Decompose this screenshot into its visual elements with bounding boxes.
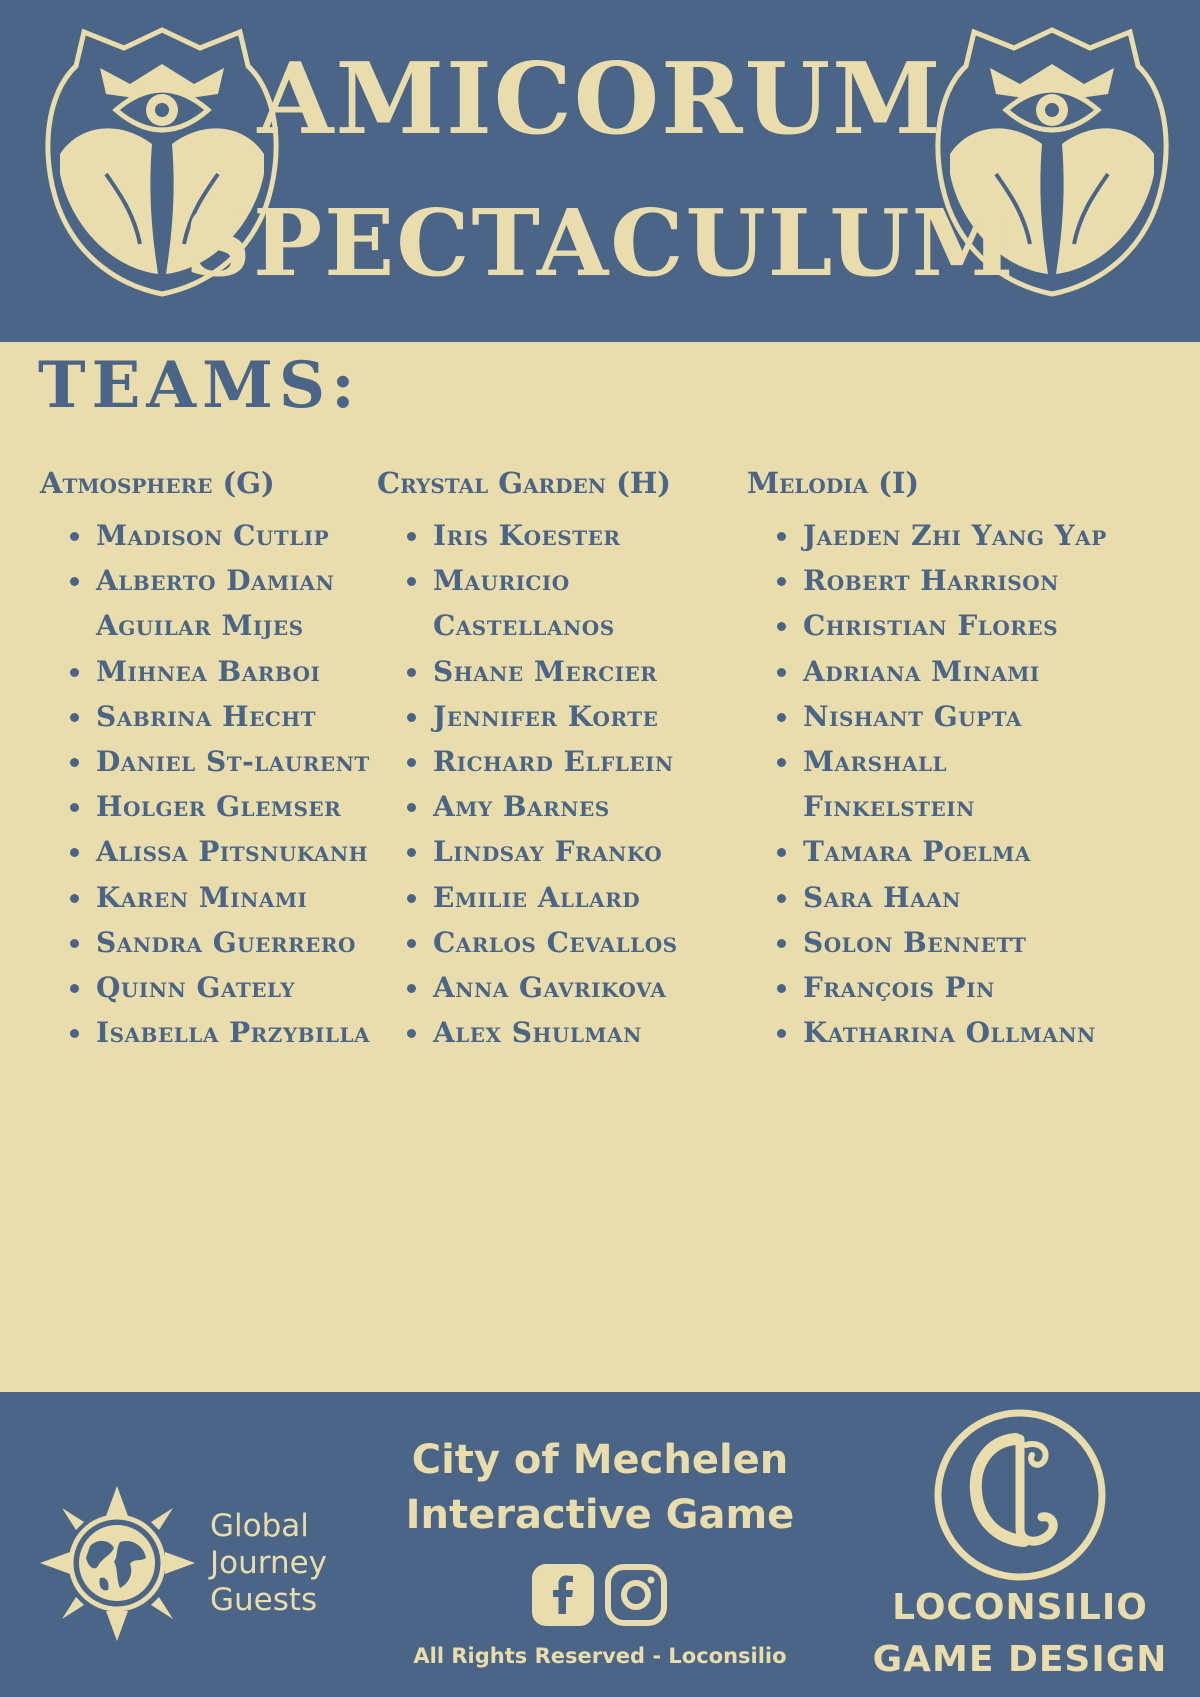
member-item: Sabrina Hecht bbox=[40, 694, 386, 739]
member-item: Anna Gavrikova bbox=[377, 965, 703, 1010]
team-column-crystal-garden bbox=[377, 463, 717, 1055]
member-item: Alex Shulman bbox=[377, 1010, 703, 1055]
bullet-icon bbox=[777, 984, 786, 993]
member-item: Jaeden Zhi Yang Yap bbox=[747, 513, 1123, 558]
member-item: Sara Haan bbox=[747, 875, 1123, 920]
rights-text: All Rights Reserved - Loconsilio bbox=[413, 1644, 787, 1668]
member-item: Marshall Finkelstein bbox=[747, 739, 1123, 829]
member-item: Richard Elflein bbox=[377, 739, 703, 784]
bullet-icon bbox=[407, 803, 416, 812]
footer-banner bbox=[0, 1392, 1200, 1697]
member-item: Nishant Gupta bbox=[747, 694, 1123, 739]
member-item: Tamara Poelma bbox=[747, 829, 1123, 874]
bullet-icon bbox=[70, 668, 79, 677]
bullet-icon bbox=[70, 894, 79, 903]
bullet-icon bbox=[777, 1029, 786, 1038]
bullet-icon bbox=[407, 848, 416, 857]
member-list bbox=[40, 513, 390, 1055]
bullet-icon bbox=[407, 532, 416, 541]
member-item: Karen Minami bbox=[40, 875, 386, 920]
title-line-2: SPECTACULUM bbox=[184, 189, 1016, 297]
bullet-icon bbox=[407, 894, 416, 903]
bullet-icon bbox=[70, 758, 79, 767]
team-name: Melodia (I) bbox=[747, 466, 920, 500]
team-name: Atmosphere (G) bbox=[40, 466, 275, 500]
bullet-icon bbox=[70, 848, 79, 857]
member-item: Holger Glemser bbox=[40, 784, 386, 829]
bullet-icon bbox=[70, 713, 79, 722]
globe-line: Guests bbox=[210, 1582, 318, 1618]
member-item: Amy Barnes bbox=[377, 784, 703, 829]
bullet-icon bbox=[70, 532, 79, 541]
bullet-icon bbox=[407, 577, 416, 586]
member-item: François Pin bbox=[747, 965, 1123, 1010]
member-item: Carlos Cevallos bbox=[377, 920, 703, 965]
member-list bbox=[377, 513, 717, 1055]
member-item: Christian Flores bbox=[747, 603, 1123, 648]
bullet-icon bbox=[777, 758, 786, 767]
member-item: Madison Cutlip bbox=[40, 513, 386, 558]
header-banner bbox=[0, 0, 1200, 342]
member-item: Daniel St-laurent bbox=[40, 739, 386, 784]
globe-line: Journey bbox=[210, 1545, 328, 1581]
member-item: Solon Bennett bbox=[747, 920, 1123, 965]
bullet-icon bbox=[70, 577, 79, 586]
member-item: Sandra Guerrero bbox=[40, 920, 386, 965]
brand-line-1: LOCONSILIO bbox=[892, 1587, 1148, 1628]
globe-line: Global bbox=[210, 1508, 309, 1544]
compass-globe-icon bbox=[40, 1486, 195, 1641]
member-item: Alissa Pitsnukanh bbox=[40, 829, 386, 874]
team-column-melodia bbox=[747, 463, 1147, 1055]
instagram-icon[interactable] bbox=[605, 1564, 667, 1626]
brand-line-2: GAME DESIGN bbox=[872, 1639, 1168, 1680]
bullet-icon bbox=[70, 984, 79, 993]
footer-center-title bbox=[360, 1433, 840, 1543]
center-line-2: Interactive Game bbox=[405, 1492, 795, 1538]
bullet-icon bbox=[70, 1029, 79, 1038]
loconsilio-brand bbox=[870, 1582, 1170, 1686]
title-line-1: AMICORUM bbox=[257, 42, 943, 157]
bullet-icon bbox=[70, 803, 79, 812]
bullet-icon bbox=[407, 758, 416, 767]
member-item: Mihnea Barboi bbox=[40, 649, 386, 694]
bullet-icon bbox=[407, 1029, 416, 1038]
member-item: Emilie Allard bbox=[377, 875, 703, 920]
bullet-icon bbox=[777, 577, 786, 586]
center-line-1: City of Mechelen bbox=[411, 1437, 789, 1483]
bullet-icon bbox=[777, 939, 786, 948]
bullet-icon bbox=[777, 622, 786, 631]
member-item: Alberto Damian Aguilar Mijes bbox=[40, 558, 386, 648]
member-item: Robert Harrison bbox=[747, 558, 1123, 603]
bullet-icon bbox=[407, 939, 416, 948]
bullet-icon bbox=[777, 848, 786, 857]
facebook-icon[interactable] bbox=[532, 1564, 594, 1626]
member-item: Iris Koester bbox=[377, 513, 703, 558]
team-column-atmosphere bbox=[40, 463, 390, 1055]
member-item: Adriana Minami bbox=[747, 649, 1123, 694]
bullet-icon bbox=[777, 668, 786, 677]
member-item: Quinn Gately bbox=[40, 965, 386, 1010]
member-item: Shane Mercier bbox=[377, 649, 703, 694]
member-list bbox=[747, 513, 1147, 1055]
bullet-icon bbox=[407, 713, 416, 722]
bullet-icon bbox=[70, 939, 79, 948]
bullet-icon bbox=[777, 894, 786, 903]
bullet-icon bbox=[407, 984, 416, 993]
member-item: Katharina Ollmann bbox=[747, 1010, 1123, 1055]
global-journey-guests bbox=[210, 1508, 327, 1619]
member-item: Lindsay Franko bbox=[377, 829, 703, 874]
bullet-icon bbox=[777, 532, 786, 541]
member-item: Isabella Przybilla bbox=[40, 1010, 386, 1055]
member-item: Mauricio Castellanos bbox=[377, 558, 703, 648]
member-item: Jennifer Korte bbox=[377, 694, 703, 739]
loconsilio-monogram-icon bbox=[934, 1409, 1106, 1581]
bullet-icon bbox=[407, 668, 416, 677]
team-name: Crystal Garden (H) bbox=[377, 466, 671, 500]
teams-heading: TEAMS: bbox=[38, 348, 361, 423]
bullet-icon bbox=[777, 713, 786, 722]
